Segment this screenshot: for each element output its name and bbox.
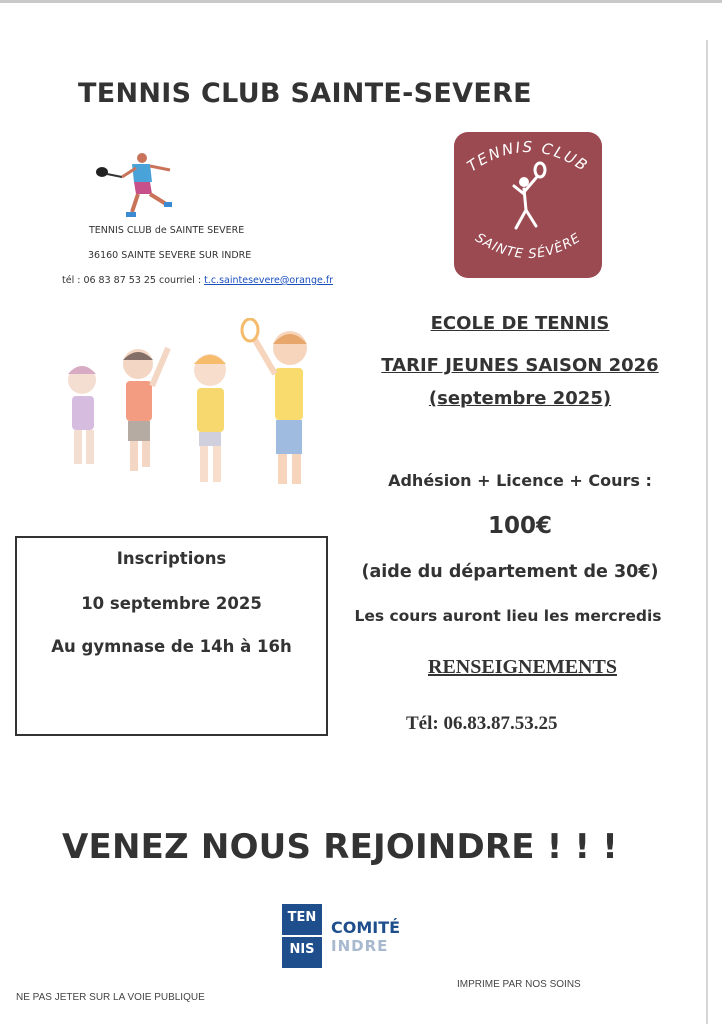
club-name: TENNIS CLUB de SAINTE SEVERE [89,225,245,236]
page-title: TENNIS CLUB SAINTE-SEVERE [78,78,532,109]
call-to-action: VENEZ NOUS REJOINDRE ! ! ! [62,827,618,867]
footer-printer: IMPRIME PAR NOS SOINS [457,979,581,990]
tennis-player-icon [92,150,182,222]
club-email-label: courriel : [159,275,202,286]
club-phone: tél : 06 83 87 53 25 [62,275,156,286]
comite-label: COMITÉ [331,918,401,937]
indre-label: INDRE [331,937,389,955]
kids-illustration [50,318,330,508]
season-date: (septembre 2025) [428,388,612,409]
club-contact [62,275,333,286]
club-email-link[interactable]: t.c.saintesevere@orange.fr [204,275,334,286]
scan-edge-top [0,0,722,3]
registration-date: 10 septembre 2025 [81,594,262,613]
includes-text: Adhésion + Licence + Cours : [388,471,652,490]
comite-logo-badge [282,904,322,968]
kid-1 [68,366,96,464]
logo-player-icon [514,163,545,228]
badge-divider [282,935,322,937]
badge-text-top: TEN [287,910,317,925]
kid-4 [242,319,307,484]
badge-text-bottom: NIS [289,942,315,957]
tariff-heading: TARIF JEUNES SAISON 2026 [381,355,659,376]
kid-3 [194,354,226,482]
school-heading: ECOLE DE TENNIS [430,313,610,334]
logo-top-text: TENNIS CLUB [463,137,593,176]
footer-disclaimer: NE PAS JETER SUR LA VOIE PUBLIQUE [16,992,205,1003]
price: 100€ [487,513,552,539]
info-heading: RENSEIGNEMENTS [428,656,617,678]
registration-place: Au gymnase de 14h à 16h [51,637,292,656]
aid-text: (aide du département de 30€) [361,562,659,582]
club-logo [454,132,602,278]
schedule-text: Les cours auront lieu les mercredis [354,607,662,625]
logo-bottom-text: SAINTE SÉVÈRE [472,230,584,263]
registration-title: Inscriptions [116,549,227,568]
club-address: 36160 SAINTE SEVERE SUR INDRE [88,250,252,261]
kid-2 [123,348,168,471]
contact-phone: Tél: 06.83.87.53.25 [406,713,558,734]
